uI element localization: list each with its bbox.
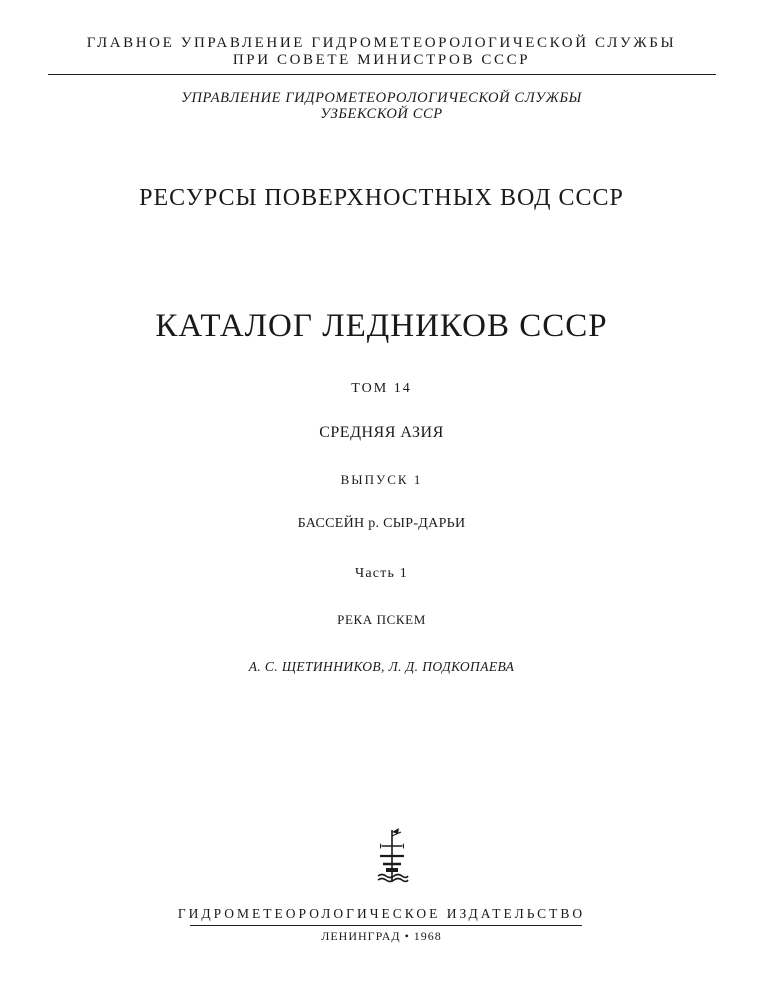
header-divider [48,74,716,75]
region-title: СРЕДНЯЯ АЗИЯ [319,424,444,441]
volume-number: ТОМ 14 [351,381,412,396]
weather-vane-emblem-icon [372,826,412,884]
part-number: Часть 1 [355,566,408,581]
header-line-2: ПРИ СОВЕТЕ МИНИСТРОВ СССР [232,52,531,68]
series-title: РЕСУРСЫ ПОВЕРХНОСТНЫХ ВОД СССР [139,185,624,211]
main-title: КАТАЛОГ ЛЕДНИКОВ СССР [155,308,608,344]
authors: А. С. ЩЕТИННИКОВ, Л. Д. ПОДКОПАЕВА [248,659,515,674]
header-line-1: ГЛАВНОЕ УПРАВЛЕНИЕ ГИДРОМЕТЕОРОЛОГИЧЕСКОЙ СЛУЖБЫ [86,35,677,51]
imprint: ЛЕНИНГРАД • 1968 [321,929,442,943]
subheader-line-1: УПРАВЛЕНИЕ ГИДРОМЕТЕОРОЛОГИЧЕСКОЙ СЛУЖБЫ [181,90,582,106]
basin-title: БАССЕЙН р. СЫР-ДАРЬИ [297,516,466,531]
issue-number: ВЫПУСК 1 [340,472,423,487]
publisher-divider [190,925,582,926]
subheader-line-2: УЗБЕКСКОЙ ССР [320,106,443,122]
publisher-name: ГИДРОМЕТЕОРОЛОГИЧЕСКОЕ ИЗДАТЕЛЬСТВО [177,906,586,921]
river-title: РЕКА ПСКЕМ [337,612,426,627]
